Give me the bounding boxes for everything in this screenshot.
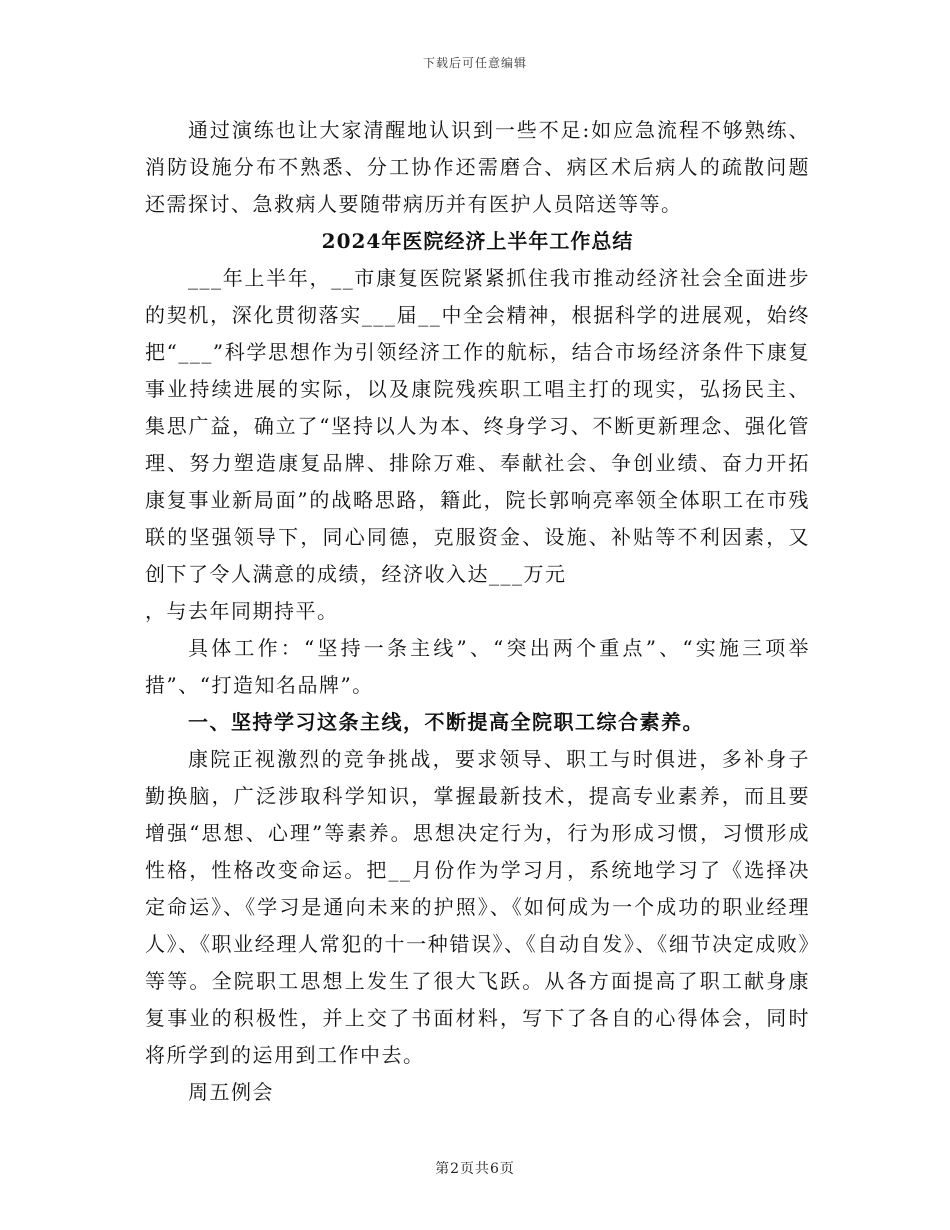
section-heading-1: 一、坚持学习这条主线，不断提高全院职工综合素养。 bbox=[188, 710, 704, 734]
paragraph-2: 具体工作：“坚持一条主线”、“突出两个重点”、“实施三项举措”、“打造知名品牌”。 bbox=[145, 636, 810, 697]
page-footer: 第2页共6页 bbox=[435, 1161, 515, 1177]
paragraph-4: 周五例会 bbox=[188, 1080, 274, 1104]
header-note: 下载后可任意编辑 bbox=[422, 56, 527, 70]
paragraph-3: 康院正视激烈的竞争挑战，要求领导、职工与时俱进，多补身子勤换脑，广泛涉取科学知识，掌握最新技术，提高专业素养，而且要增强“思想、心理”等素养。思想决定行为，行为形成习惯，习惯形成性格，性格改变命运。把__月份作为学习月，系统地学习了《选择决定命运》、《学习是通向未来的护照》、《如何成为一个成功的职业经理人》、《职业经理人常犯的十一种错误》、《自动自发》、《细节决定成败》等等。全院职工思想上发生了很大飞跃。从各方面提高了职工献身康复事业的积极性，并上交了书面材料，写下了各自的心得体会，同时将所学到的运用到工作中去。 bbox=[145, 747, 810, 1067]
paragraph-1: ___年上半年，__市康复医院紧紧抓住我市推动经济社会全面进步的契机，深化贯彻落实___届__中全会精神，根据科学的进展观，始终把“___”科学思想作为引领经济工作的航标，结合市场经济条件下康复事业持续进展的实际，以及康院残疾职工唱主打的现实，弘扬民主、集思广益，确立了“坚持以人为本、终身学习、不断更新理念、强化管理、努力塑造康复品牌、排除万难、奉献社会、争创业绩、奋力开拓康复事业新局面”的战略思路，籍此，院长郭响亮率领全体职工在市残联的坚强领导下，同心同德，克服资金、设施、补贴等不利因素，又创下了令人满意的成绩，经济收入达___万元 bbox=[145, 266, 810, 586]
paragraph-intro: 通过演练也让大家清醒地认识到一些不足:如应急流程不够熟练、消防设施分布不熟悉、分工协作还需磨合、病区术后病人的疏散问题还需探讨、急救病人要随带病历并有医护人员陪送等等。 bbox=[145, 118, 810, 216]
document-title: 2024年医院经济上半年工作总结 bbox=[321, 229, 634, 253]
document-body bbox=[145, 112, 810, 1111]
paragraph-1-tail: ，与去年同期持平。 bbox=[145, 599, 339, 623]
